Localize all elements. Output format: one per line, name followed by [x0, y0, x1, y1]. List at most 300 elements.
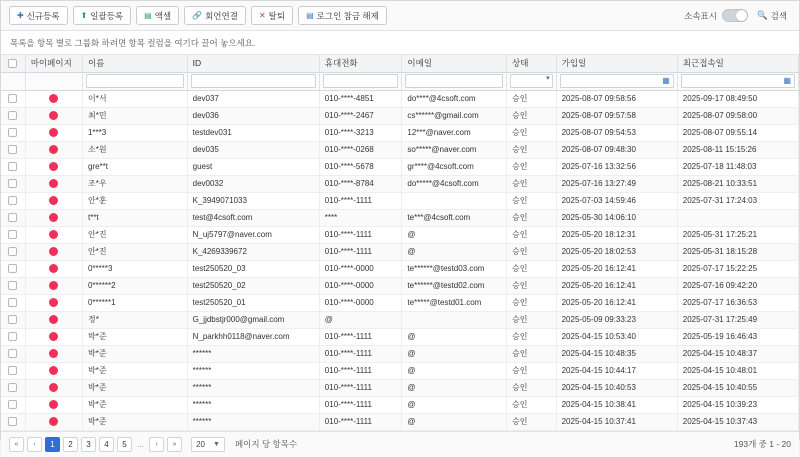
cell-state: 승인: [507, 260, 557, 277]
row-checkbox[interactable]: [8, 298, 17, 307]
cell-mobile: 010-****-3213: [319, 124, 402, 141]
cell-state: 승인: [507, 396, 557, 413]
cell-id: dev035: [187, 141, 319, 158]
cell-id: N_parkhh0118@naver.com: [187, 328, 319, 345]
pagination-bar: [1, 431, 799, 457]
cell-name: 소*원: [82, 141, 187, 158]
cell-joined: 2025-08-07 09:48:30: [556, 141, 677, 158]
row-checkbox[interactable]: [8, 162, 17, 171]
cell-mobile: 010-****-0000: [319, 277, 402, 294]
select-all-header[interactable]: [1, 55, 25, 72]
row-checkbox[interactable]: [8, 417, 17, 426]
table-row[interactable]: [1, 328, 799, 345]
last-page-button[interactable]: »: [167, 437, 182, 452]
mypage-cell[interactable]: [25, 277, 82, 294]
cell-name: 박*준: [82, 362, 187, 379]
cell-joined: 2025-05-20 16:12:41: [556, 277, 677, 294]
page-size-select[interactable]: [191, 437, 225, 452]
table-row[interactable]: [1, 311, 799, 328]
cell-joined: 2025-04-15 10:53:40: [556, 328, 677, 345]
cell-mobile: 010-****-0268: [319, 141, 402, 158]
row-select-cell[interactable]: [1, 141, 25, 158]
cell-email: @: [402, 328, 507, 345]
table-row[interactable]: [1, 243, 799, 260]
column-header-name[interactable]: 이름: [82, 55, 187, 72]
cell-state: 승인: [507, 379, 557, 396]
search-button[interactable]: [753, 10, 791, 22]
row-checkbox[interactable]: [8, 264, 17, 273]
avatar[interactable]: [49, 417, 58, 426]
row-checkbox[interactable]: [8, 247, 17, 256]
cell-id: test@4csoft.com: [187, 209, 319, 226]
row-select-cell[interactable]: [1, 362, 25, 379]
filter-cell-email: [402, 72, 507, 90]
cell-lastlogin: 2025-09-17 08:49:50: [677, 90, 798, 107]
table-row[interactable]: [1, 294, 799, 311]
cell-name: 0*****3: [82, 260, 187, 277]
cell-id: test250520_03: [187, 260, 319, 277]
row-checkbox[interactable]: [8, 332, 17, 341]
mypage-cell[interactable]: [25, 158, 82, 175]
cell-email: [402, 311, 507, 328]
cell-lastlogin: 2025-04-15 10:48:37: [677, 345, 798, 362]
cell-email: so*****@naver.com: [402, 141, 507, 158]
cell-joined: 2025-04-15 10:40:53: [556, 379, 677, 396]
filter-cell-state: [507, 72, 557, 90]
avatar[interactable]: [49, 179, 58, 188]
avatar[interactable]: [49, 264, 58, 273]
cell-name: t**t: [82, 209, 187, 226]
table-row[interactable]: [1, 345, 799, 362]
cell-name: 안*진: [82, 243, 187, 260]
cell-lastlogin: 2025-07-18 11:48:03: [677, 158, 798, 175]
row-checkbox[interactable]: [8, 94, 17, 103]
cell-email: @: [402, 362, 507, 379]
next-page-button[interactable]: ›: [149, 437, 164, 452]
cell-state: 승인: [507, 243, 557, 260]
table-row[interactable]: [1, 260, 799, 277]
mypage-cell[interactable]: [25, 294, 82, 311]
row-checkbox[interactable]: [8, 179, 17, 188]
chevron-down-icon: ▼: [213, 440, 220, 448]
cell-joined: 2025-05-30 14:06:10: [556, 209, 677, 226]
mypage-cell[interactable]: [25, 124, 82, 141]
cell-state: 승인: [507, 226, 557, 243]
mypage-cell[interactable]: [25, 175, 82, 192]
page-button-3[interactable]: 3: [81, 437, 96, 452]
page-button-5[interactable]: 5: [117, 437, 132, 452]
filter-cell-id: [187, 72, 319, 90]
cell-id: K_4269339672: [187, 243, 319, 260]
row-select-cell[interactable]: [1, 379, 25, 396]
filter-cell-name: [82, 72, 187, 90]
cell-id: ******: [187, 345, 319, 362]
cell-name: 박*준: [82, 345, 187, 362]
mypage-cell[interactable]: [25, 209, 82, 226]
cell-name: 0******2: [82, 277, 187, 294]
filter-input-id[interactable]: [191, 74, 316, 88]
filter-cell-check: [1, 72, 25, 90]
cell-id: ******: [187, 413, 319, 430]
mypage-cell[interactable]: [25, 90, 82, 107]
cell-mobile: 010-****-1111: [319, 345, 402, 362]
table-row[interactable]: [1, 141, 799, 158]
cell-state: 승인: [507, 124, 557, 141]
cell-lastlogin: 2025-07-31 17:24:03: [677, 192, 798, 209]
cell-name: 안*진: [82, 226, 187, 243]
avatar[interactable]: [49, 145, 58, 154]
cell-joined: 2025-07-03 14:59:46: [556, 192, 677, 209]
cell-email: do*****@4csoft.com: [402, 175, 507, 192]
mypage-cell[interactable]: [25, 413, 82, 430]
row-select-cell[interactable]: [1, 328, 25, 345]
prev-page-button[interactable]: ‹: [27, 437, 42, 452]
table-row[interactable]: [1, 107, 799, 124]
cell-id: N_uj5797@naver.com: [187, 226, 319, 243]
table-row[interactable]: [1, 209, 799, 226]
avatar[interactable]: [49, 400, 58, 409]
mypage-cell[interactable]: [25, 379, 82, 396]
column-header-id[interactable]: ID: [187, 55, 319, 72]
mypage-cell[interactable]: [25, 141, 82, 158]
avatar[interactable]: [49, 213, 58, 222]
chain-icon: 🔗: [192, 10, 203, 20]
mypage-cell[interactable]: [25, 311, 82, 328]
cell-id: guest: [187, 158, 319, 175]
group-hint-text: 목록을 항목 별로 그룹화 하려면 항목 컬럼을 여기다 끌어 놓으세요.: [10, 37, 256, 48]
cell-email: @: [402, 243, 507, 260]
bulk-register-button[interactable]: [73, 6, 132, 25]
cell-joined: 2025-08-07 09:54:53: [556, 124, 677, 141]
cell-email: @: [402, 345, 507, 362]
filter-input-mobile[interactable]: [323, 74, 399, 88]
cell-id: dev037: [187, 90, 319, 107]
cell-lastlogin: 2025-08-07 09:58:00: [677, 107, 798, 124]
cell-name: 박*준: [82, 328, 187, 345]
mypage-cell[interactable]: [25, 192, 82, 209]
cell-id: test250520_02: [187, 277, 319, 294]
cell-state: 승인: [507, 141, 557, 158]
table-head: [1, 55, 799, 90]
excel-label: 액셀: [154, 10, 172, 21]
table-row[interactable]: [1, 175, 799, 192]
table-row[interactable]: [1, 362, 799, 379]
member-link-label: 회언연결: [205, 10, 238, 21]
cell-mobile: @: [319, 311, 402, 328]
cell-email: [402, 192, 507, 209]
cell-email: te*****@testd01.com: [402, 294, 507, 311]
unlock-login-button[interactable]: [298, 6, 387, 25]
row-select-cell[interactable]: [1, 192, 25, 209]
avatar[interactable]: [49, 298, 58, 307]
cell-id: dev0032: [187, 175, 319, 192]
column-header-state[interactable]: 상태: [507, 55, 557, 72]
cell-mobile: ****: [319, 209, 402, 226]
cell-lastlogin: 2025-07-16 09:42:20: [677, 277, 798, 294]
cell-mobile: 010-****-1111: [319, 413, 402, 430]
cell-id: K_3949071033: [187, 192, 319, 209]
filter-select-state[interactable]: [510, 74, 553, 88]
row-select-cell[interactable]: [1, 260, 25, 277]
row-select-cell[interactable]: [1, 396, 25, 413]
cell-state: 승인: [507, 345, 557, 362]
affiliation-toggle[interactable]: [722, 9, 748, 22]
cell-mobile: 010-****-1111: [319, 226, 402, 243]
cell-name: 박*준: [82, 379, 187, 396]
table-row[interactable]: [1, 90, 799, 107]
cell-state: 승인: [507, 362, 557, 379]
mypage-cell[interactable]: [25, 345, 82, 362]
affiliation-toggle-label: 소속표시: [684, 10, 717, 21]
table-body: [1, 90, 799, 430]
mypage-cell[interactable]: [25, 107, 82, 124]
filter-cell-mobile: [319, 72, 402, 90]
row-select-cell[interactable]: [1, 294, 25, 311]
avatar[interactable]: [49, 230, 58, 239]
cell-joined: 2025-04-15 10:48:35: [556, 345, 677, 362]
cell-email: 12***@naver.com: [402, 124, 507, 141]
excel-button[interactable]: [136, 6, 179, 25]
row-select-cell[interactable]: [1, 226, 25, 243]
search-label: 검색: [770, 10, 787, 21]
mypage-cell[interactable]: [25, 260, 82, 277]
cell-joined: 2025-08-07 09:57:58: [556, 107, 677, 124]
cell-lastlogin: 2025-05-19 16:46:43: [677, 328, 798, 345]
table-row[interactable]: [1, 379, 799, 396]
table-row[interactable]: [1, 277, 799, 294]
cell-mobile: 010-****-1111: [319, 362, 402, 379]
cell-id: testdev031: [187, 124, 319, 141]
cell-state: 승인: [507, 209, 557, 226]
filter-input-name[interactable]: [86, 74, 184, 88]
row-checkbox[interactable]: [8, 230, 17, 239]
row-select-cell[interactable]: [1, 277, 25, 294]
row-checkbox[interactable]: [8, 366, 17, 375]
cell-lastlogin: 2025-07-17 16:36:53: [677, 294, 798, 311]
cell-lastlogin: 2025-04-15 10:39:23: [677, 396, 798, 413]
cell-state: 승인: [507, 294, 557, 311]
avatar[interactable]: [49, 281, 58, 290]
cell-email: @: [402, 379, 507, 396]
table-row[interactable]: [1, 226, 799, 243]
cell-lastlogin: 2025-08-21 10:33:51: [677, 175, 798, 192]
page-size-value: 20: [196, 439, 205, 449]
record-count-label: 193개 중 1 - 20: [733, 439, 791, 449]
column-header-mobile[interactable]: 휴대전화: [319, 55, 402, 72]
cell-state: 승인: [507, 192, 557, 209]
cell-id: test250520_01: [187, 294, 319, 311]
row-checkbox[interactable]: [8, 400, 17, 409]
column-header-mypage[interactable]: 마이페이지: [25, 55, 82, 72]
toolbar: [1, 1, 799, 31]
cell-state: 승인: [507, 277, 557, 294]
cell-lastlogin: 2025-04-15 10:40:55: [677, 379, 798, 396]
column-header-joined[interactable]: 가입일: [556, 55, 677, 72]
avatar[interactable]: [49, 162, 58, 171]
page-button-2[interactable]: 2: [63, 437, 78, 452]
mypage-cell[interactable]: [25, 362, 82, 379]
table-row[interactable]: [1, 124, 799, 141]
cell-id: G_jjdbstjr000@gmail.com: [187, 311, 319, 328]
row-select-cell[interactable]: [1, 345, 25, 362]
member-link-button[interactable]: [184, 6, 246, 25]
cell-mobile: 010-****-5678: [319, 158, 402, 175]
filter-date-lastlogin[interactable]: [681, 74, 795, 88]
withdraw-button[interactable]: [251, 6, 293, 25]
cell-lastlogin: 2025-07-31 17:25:49: [677, 311, 798, 328]
first-page-button[interactable]: «: [9, 437, 24, 452]
cell-name: 안*훈: [82, 192, 187, 209]
row-checkbox[interactable]: [8, 145, 17, 154]
avatar[interactable]: [49, 247, 58, 256]
cell-mobile: 010-****-2467: [319, 107, 402, 124]
bulk-register-label: 일괄등록: [90, 10, 124, 21]
page-size-label: 페이지 당 항목수: [234, 439, 298, 449]
cell-state: 승인: [507, 413, 557, 430]
cell-email: cs******@gmail.com: [402, 107, 507, 124]
member-table: [1, 55, 799, 431]
filter-input-email[interactable]: [405, 74, 503, 88]
cell-state: 승인: [507, 90, 557, 107]
cell-name: 최*민: [82, 107, 187, 124]
close-icon: ✕: [258, 10, 266, 20]
cell-mobile: 010-****-1111: [319, 192, 402, 209]
row-select-cell[interactable]: [1, 311, 25, 328]
cell-id: ******: [187, 362, 319, 379]
cell-joined: 2025-04-15 10:38:41: [556, 396, 677, 413]
avatar[interactable]: [49, 315, 58, 324]
row-checkbox[interactable]: [8, 281, 17, 290]
table-row[interactable]: [1, 192, 799, 209]
cell-mobile: 010-****-4851: [319, 90, 402, 107]
row-checkbox[interactable]: [8, 349, 17, 358]
cell-email: @: [402, 226, 507, 243]
row-select-cell[interactable]: [1, 90, 25, 107]
cell-email: @: [402, 396, 507, 413]
cell-joined: 2025-07-16 13:27:49: [556, 175, 677, 192]
row-select-cell[interactable]: [1, 413, 25, 430]
new-register-button[interactable]: [9, 6, 68, 25]
search-icon: 🔍: [756, 10, 768, 20]
cell-name: 조*우: [82, 175, 187, 192]
cell-lastlogin: 2025-04-15 10:48:01: [677, 362, 798, 379]
cell-email: te******@testd02.com: [402, 277, 507, 294]
row-select-cell[interactable]: [1, 107, 25, 124]
cell-name: 박*준: [82, 396, 187, 413]
upload-icon: ⬆: [80, 10, 88, 20]
cell-id: ******: [187, 396, 319, 413]
calendar-icon[interactable]: ▦: [662, 76, 670, 85]
mypage-cell[interactable]: [25, 396, 82, 413]
row-checkbox[interactable]: [8, 213, 17, 222]
column-header-email[interactable]: 이메일: [402, 55, 507, 72]
avatar[interactable]: [49, 383, 58, 392]
filter-cell-mypage: [25, 72, 82, 90]
cell-lastlogin: 2025-08-07 09:55:14: [677, 124, 798, 141]
cell-name: 박*준: [82, 413, 187, 430]
row-checkbox[interactable]: [8, 128, 17, 137]
mypage-cell[interactable]: [25, 226, 82, 243]
cell-name: 이*서: [82, 90, 187, 107]
mypage-cell[interactable]: [25, 328, 82, 345]
cell-joined: 2025-04-15 10:44:17: [556, 362, 677, 379]
cell-joined: 2025-05-09 09:33:23: [556, 311, 677, 328]
cell-name: 0******1: [82, 294, 187, 311]
cell-state: 승인: [507, 107, 557, 124]
row-checkbox[interactable]: [8, 315, 17, 324]
cell-mobile: 010-****-1111: [319, 243, 402, 260]
select-all-checkbox[interactable]: [8, 59, 17, 68]
cell-email: te***@4csoft.com: [402, 209, 507, 226]
plus-icon: ✚: [17, 10, 24, 20]
row-select-cell[interactable]: [1, 158, 25, 175]
avatar[interactable]: [49, 196, 58, 205]
table-row[interactable]: [1, 396, 799, 413]
row-select-cell[interactable]: [1, 243, 25, 260]
filter-cell-joined: [556, 72, 677, 90]
cell-state: 승인: [507, 311, 557, 328]
row-checkbox[interactable]: [8, 196, 17, 205]
avatar[interactable]: [49, 332, 58, 341]
withdraw-label: 탈퇴: [268, 10, 286, 21]
excel-icon: ▤: [144, 10, 152, 20]
cell-state: 승인: [507, 175, 557, 192]
page-button-1[interactable]: 1: [45, 437, 60, 452]
cell-id: dev036: [187, 107, 319, 124]
column-header-lastlogin[interactable]: 최근접속일: [677, 55, 798, 72]
cell-mobile: 010-****-1111: [319, 396, 402, 413]
avatar[interactable]: [49, 111, 58, 120]
cell-email: te******@testd03.com: [402, 260, 507, 277]
cell-mobile: 010-****-0000: [319, 294, 402, 311]
row-select-cell[interactable]: [1, 124, 25, 141]
cell-joined: 2025-05-20 18:02:53: [556, 243, 677, 260]
group-drop-area[interactable]: [1, 31, 799, 55]
filter-date-joined[interactable]: [560, 74, 674, 88]
cell-joined: 2025-04-15 10:37:41: [556, 413, 677, 430]
table-row[interactable]: [1, 158, 799, 175]
header-row: [1, 55, 799, 72]
cell-joined: 2025-05-20 16:12:41: [556, 294, 677, 311]
cell-email: do****@4csoft.com: [402, 90, 507, 107]
cell-state: 승인: [507, 158, 557, 175]
cell-mobile: 010-****-8784: [319, 175, 402, 192]
row-select-cell[interactable]: [1, 175, 25, 192]
avatar[interactable]: [49, 366, 58, 375]
cell-joined: 2025-05-20 16:12:41: [556, 260, 677, 277]
cell-mobile: 010-****-1111: [319, 379, 402, 396]
cell-name: 1***3: [82, 124, 187, 141]
avatar[interactable]: [49, 128, 58, 137]
row-checkbox[interactable]: [8, 383, 17, 392]
cell-lastlogin: 2025-08-11 15:15:26: [677, 141, 798, 158]
avatar[interactable]: [49, 94, 58, 103]
row-select-cell[interactable]: [1, 209, 25, 226]
unlock-login-label: 로그인 참금 해제: [316, 10, 379, 21]
cell-lastlogin: [677, 209, 798, 226]
card-icon: ▤: [306, 10, 314, 20]
avatar[interactable]: [49, 349, 58, 358]
mypage-cell[interactable]: [25, 243, 82, 260]
page-button-4[interactable]: 4: [99, 437, 114, 452]
cell-lastlogin: 2025-05-31 17:25:21: [677, 226, 798, 243]
table-row[interactable]: [1, 413, 799, 430]
row-checkbox[interactable]: [8, 111, 17, 120]
cell-joined: 2025-08-07 09:58:56: [556, 90, 677, 107]
cell-email: gr****@4csoft.com: [402, 158, 507, 175]
calendar-icon[interactable]: ▦: [783, 76, 791, 85]
cell-id: ******: [187, 379, 319, 396]
